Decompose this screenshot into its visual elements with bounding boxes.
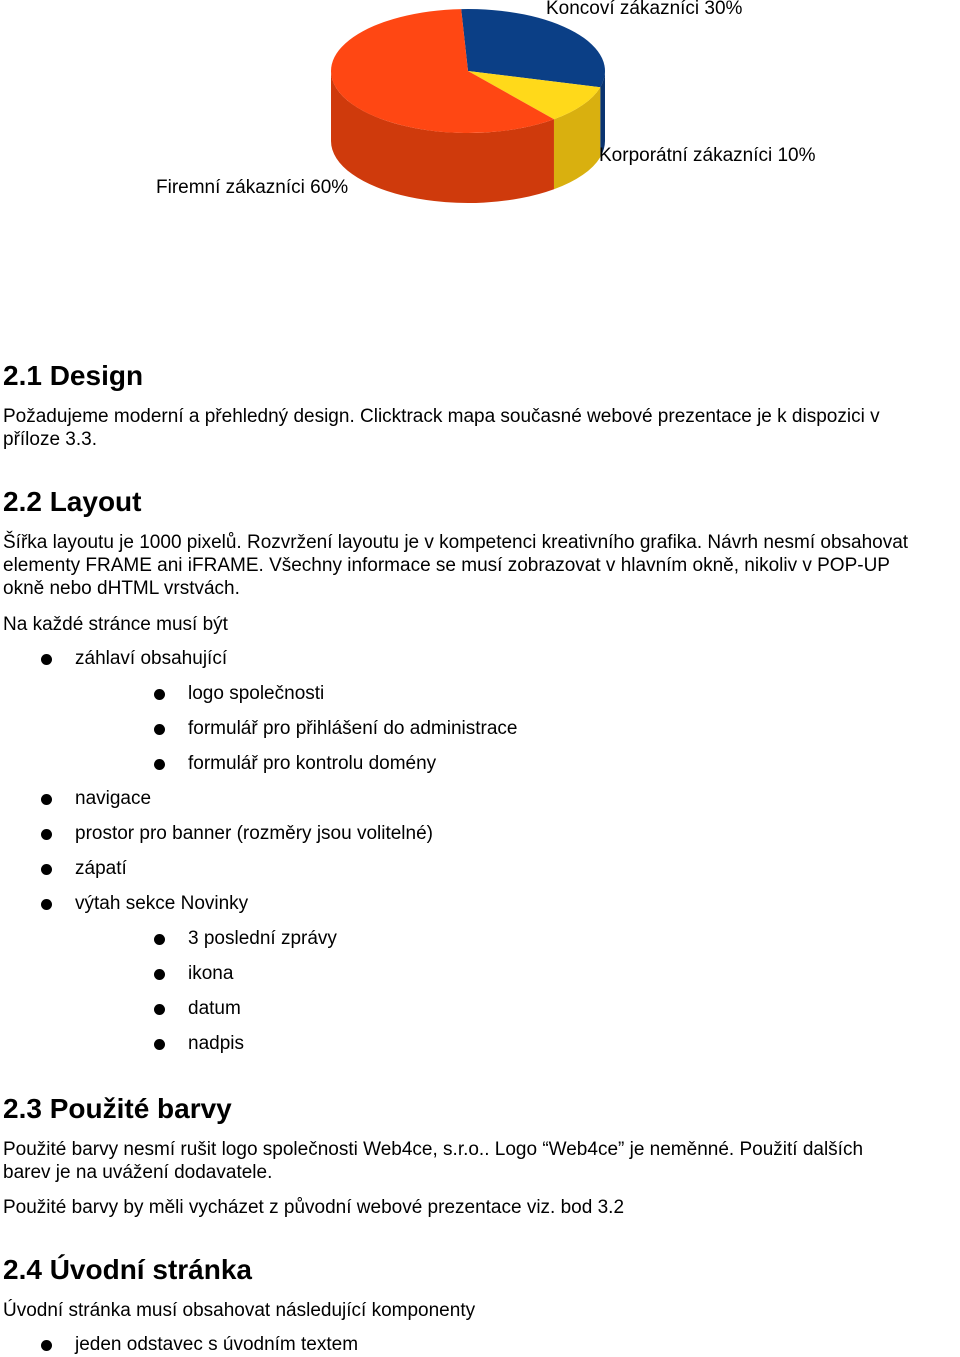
colors-paragraph2: Použité barvy by měli vycházet z původní webové prezentace viz. bod 3.2 (3, 1197, 625, 1218)
list-item (75, 858, 127, 880)
list-item (75, 893, 248, 915)
home-intro: Úvodní stránka musí obsahovat následující komponenty (3, 1300, 476, 1321)
heading-colors: 2.3 Použité barvy (3, 1093, 232, 1124)
list-item-label: ikona (188, 963, 234, 984)
pie-tops (331, 9, 605, 133)
heading-design: 2.1 Design (3, 360, 144, 391)
list-item (188, 683, 324, 705)
bullet-icon (154, 934, 165, 945)
colors-paragraph-line2: barev je na uvážení dodavatele. (3, 1162, 273, 1183)
design-paragraph-line1: Požadujeme moderní a přehledný design. Clicktrack mapa současné webové prezentace je k dispozici v (3, 406, 880, 427)
pie-label-firemni: Firemní zákazníci 60% (156, 177, 349, 198)
bullet-icon (41, 829, 52, 840)
list-item-label: nadpis (188, 1033, 244, 1054)
pie-label-koncovi: Koncoví zákazníci 30% (546, 0, 743, 19)
list-item-label: záhlaví obsahující (75, 648, 228, 669)
list-item-label: formulář pro kontrolu domény (188, 753, 437, 774)
bullet-icon (41, 864, 52, 875)
design-paragraph-line2: příloze 3.3. (3, 429, 97, 450)
bullet-icon (154, 724, 165, 735)
heading-home: 2.4 Úvodní stránka (3, 1254, 252, 1285)
list-item (188, 1033, 244, 1055)
bullet-icon (41, 899, 52, 910)
list-item-label: formulář pro přihlášení do administrace (188, 718, 518, 739)
layout-intro: Na každé stránce musí být (3, 614, 228, 635)
pie-chart (0, 0, 960, 215)
list-item (188, 998, 241, 1020)
list-item-label: logo společnosti (188, 683, 325, 704)
list-item-label: 3 poslední zprávy (188, 928, 337, 949)
list-item (188, 753, 436, 775)
bullet-icon (41, 654, 52, 665)
bullet-icon (41, 1340, 52, 1351)
list-item-label: prostor pro banner (rozměry jsou volitelné) (75, 823, 433, 844)
list-item (188, 928, 337, 950)
colors-paragraph-line1: Použité barvy nesmí rušit logo společnosti Web4ce, s.r.o.. Logo “Web4ce” je neměnné. Použití dalších (3, 1139, 864, 1160)
list-item (75, 648, 227, 670)
pie-label-korporatni: Korporátní zákazníci 10% (599, 145, 816, 166)
layout-paragraph-line1: Šířka layoutu je 1000 pixelů. Rozvržení layoutu je v kompetenci kreativního grafika. Návrh nesmí obsahovat (3, 532, 909, 553)
list-item-label: výtah sekce Novinky (75, 893, 249, 914)
list-item (188, 718, 518, 740)
list-item-label: datum (188, 998, 241, 1019)
list-item (75, 788, 151, 810)
bullet-icon (154, 969, 165, 980)
layout-paragraph-line2: elementy FRAME ani iFRAME. Všechny informace se musí zobrazovat v hlavním okně, nikoliv v POP-UP (3, 555, 890, 576)
list-item (188, 963, 233, 985)
layout-paragraph-line3: okně nebo dHTML vrstvách. (3, 578, 240, 599)
list-item-label: navigace (75, 788, 152, 809)
heading-layout: 2.2 Layout (3, 486, 142, 517)
bullet-icon (154, 689, 165, 700)
bullet-icon (154, 1004, 165, 1015)
bullet-icon (41, 794, 52, 805)
list-item-label: zápatí (75, 858, 127, 879)
list-item-label: jeden odstavec s úvodním textem (75, 1334, 359, 1355)
list-item (75, 823, 433, 845)
bullet-icon (154, 759, 165, 770)
bullet-icon (154, 1039, 165, 1050)
list-item (75, 1334, 358, 1356)
